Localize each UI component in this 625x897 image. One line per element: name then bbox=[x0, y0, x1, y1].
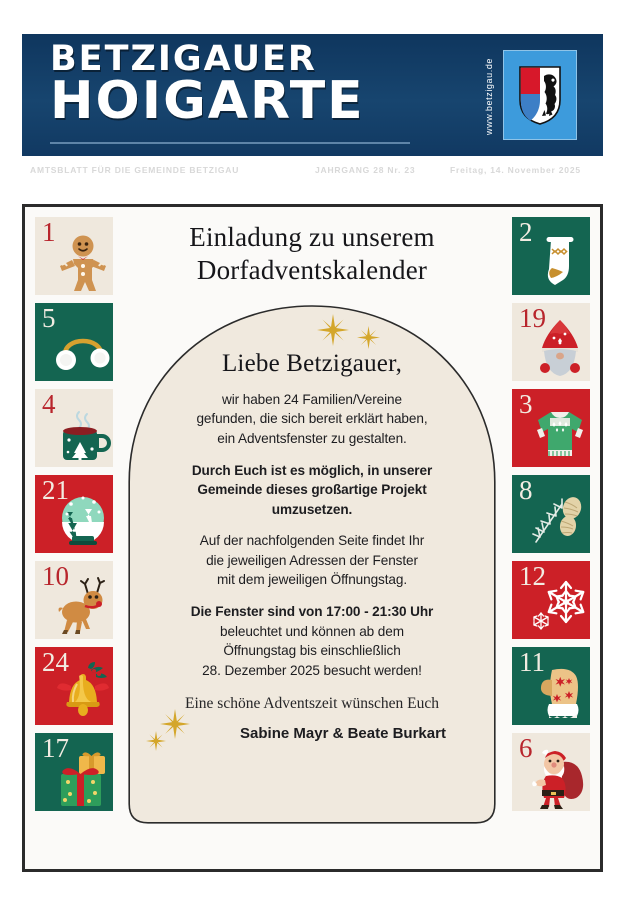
advent-day-number: 17 bbox=[42, 733, 69, 763]
calendar-column-right bbox=[512, 217, 590, 819]
advent-day-number: 21 bbox=[42, 475, 69, 505]
pinecone-branch-icon bbox=[532, 490, 588, 552]
betzigau-coat-of-arms-icon bbox=[503, 50, 577, 140]
masthead-banner bbox=[22, 34, 603, 156]
opening-hours-bold: Die Fenster sind von 17:00 - 21:30 Uhr bbox=[190, 603, 434, 619]
snowflake-icon bbox=[532, 576, 588, 638]
paragraph-line: Gemeinde dieses großartige Projekt bbox=[197, 482, 427, 498]
advent-day-tile[interactable] bbox=[512, 561, 590, 639]
advent-day-number: 6 bbox=[519, 733, 533, 763]
opening-hours-line: 28. Dezember 2025 besucht werden! bbox=[202, 662, 422, 678]
advent-day-tile[interactable] bbox=[512, 389, 590, 467]
advent-day-tile[interactable] bbox=[35, 389, 113, 467]
advent-day-tile[interactable] bbox=[512, 647, 590, 725]
gingerbread-man-icon bbox=[55, 232, 111, 294]
subheader-line bbox=[30, 165, 595, 179]
advent-day-number: 1 bbox=[42, 217, 56, 247]
masthead-line2: HOIGARTE bbox=[50, 71, 365, 131]
advent-day-number: 4 bbox=[42, 389, 56, 419]
body-paragraphs bbox=[192, 378, 432, 590]
signature-names: Sabine Mayr & Beate Burkart bbox=[240, 725, 446, 743]
advent-day-number: 3 bbox=[519, 389, 533, 419]
gift-boxes-icon bbox=[55, 748, 111, 810]
sparkle-star-icon bbox=[357, 326, 380, 354]
advent-day-number: 24 bbox=[42, 647, 69, 677]
advent-day-tile[interactable] bbox=[35, 217, 113, 295]
opening-hours-block bbox=[191, 602, 433, 680]
sparkle-star-icon bbox=[146, 731, 166, 756]
paragraph bbox=[192, 461, 432, 520]
masthead-rule bbox=[50, 142, 410, 144]
christmas-stocking-icon bbox=[532, 232, 588, 294]
paragraph-line: die jeweiligen Adressen der Fenster bbox=[206, 552, 418, 568]
advent-day-tile[interactable] bbox=[35, 561, 113, 639]
arch-panel bbox=[128, 296, 496, 824]
website-url-text: www.betzigau.de bbox=[484, 57, 494, 135]
crest-area bbox=[481, 50, 577, 142]
advent-day-tile[interactable] bbox=[35, 647, 113, 725]
opening-hours-line: beleuchtet und können ab dem bbox=[220, 623, 404, 639]
decorative-stars-top bbox=[279, 320, 379, 346]
paragraph bbox=[192, 390, 432, 449]
paragraph-line: wir haben 24 Familien/Vereine bbox=[222, 391, 402, 407]
paragraph-line: umzusetzen. bbox=[271, 501, 353, 517]
paragraph-line: Auf der nachfolgenden Seite findet Ihr bbox=[199, 533, 425, 549]
advent-day-number: 12 bbox=[519, 561, 546, 591]
page-title bbox=[121, 213, 503, 287]
advent-day-tile[interactable] bbox=[512, 475, 590, 553]
advent-day-number: 11 bbox=[519, 647, 545, 677]
advent-day-tile[interactable] bbox=[35, 733, 113, 811]
advent-calendar-frame bbox=[22, 204, 603, 872]
advent-day-number: 10 bbox=[42, 561, 69, 591]
paragraph bbox=[192, 531, 432, 590]
snow-globe-icon bbox=[55, 490, 111, 552]
advent-day-number: 2 bbox=[519, 217, 533, 247]
opening-hours-rest bbox=[202, 624, 422, 678]
masthead-line1: BETZIGAUER bbox=[50, 39, 317, 79]
invitation-content bbox=[121, 213, 503, 863]
advent-day-tile[interactable] bbox=[35, 475, 113, 553]
advent-day-number: 19 bbox=[519, 303, 546, 333]
christmas-bell-icon bbox=[55, 662, 111, 724]
advent-day-tile[interactable] bbox=[512, 217, 590, 295]
paragraph-line: mit dem jeweiligen Öffnungstag. bbox=[216, 572, 408, 588]
paragraph-line: gefunden, die sich bereit erklärt haben, bbox=[196, 411, 428, 427]
sparkle-star-icon bbox=[317, 314, 349, 351]
paragraph-line: ein Adventsfenster zu gestalten. bbox=[217, 431, 407, 446]
paragraph-line: Durch Euch ist es möglich, in unserer bbox=[191, 462, 433, 478]
closing-text: Eine schöne Adventszeit wünschen Euch bbox=[185, 695, 439, 713]
gnome-icon bbox=[532, 318, 588, 380]
mitten-icon bbox=[532, 662, 588, 724]
signature-row bbox=[152, 715, 472, 761]
christmas-sweater-icon bbox=[532, 404, 588, 466]
subheader-right: Freitag, 14. November 2025 bbox=[450, 165, 581, 175]
headline-line1: Einladung zu unserem bbox=[189, 222, 435, 252]
santa-claus-icon bbox=[532, 748, 588, 810]
calendar-column-left bbox=[35, 217, 113, 819]
opening-hours-line: Öffnungstag bis einschließlich bbox=[223, 643, 401, 659]
masthead-title bbox=[50, 39, 365, 131]
advent-day-number: 8 bbox=[519, 475, 533, 505]
advent-day-tile[interactable] bbox=[512, 303, 590, 381]
reindeer-icon bbox=[55, 576, 111, 638]
arch-content bbox=[128, 296, 496, 824]
hot-cocoa-mug-icon bbox=[55, 404, 111, 466]
advent-day-tile[interactable] bbox=[35, 303, 113, 381]
subheader-middle: JAHRGANG 28 Nr. 23 bbox=[315, 165, 416, 175]
earmuffs-icon bbox=[55, 318, 111, 380]
greeting-text: Liebe Betzigauer, bbox=[221, 349, 403, 377]
advent-day-tile[interactable] bbox=[512, 733, 590, 811]
headline-line2: Dorfadventskalender bbox=[196, 254, 428, 285]
advent-day-number: 5 bbox=[42, 303, 56, 333]
subheader-left: AMTSBLATT FÜR DIE GEMEINDE BETZIGAU bbox=[30, 165, 240, 175]
